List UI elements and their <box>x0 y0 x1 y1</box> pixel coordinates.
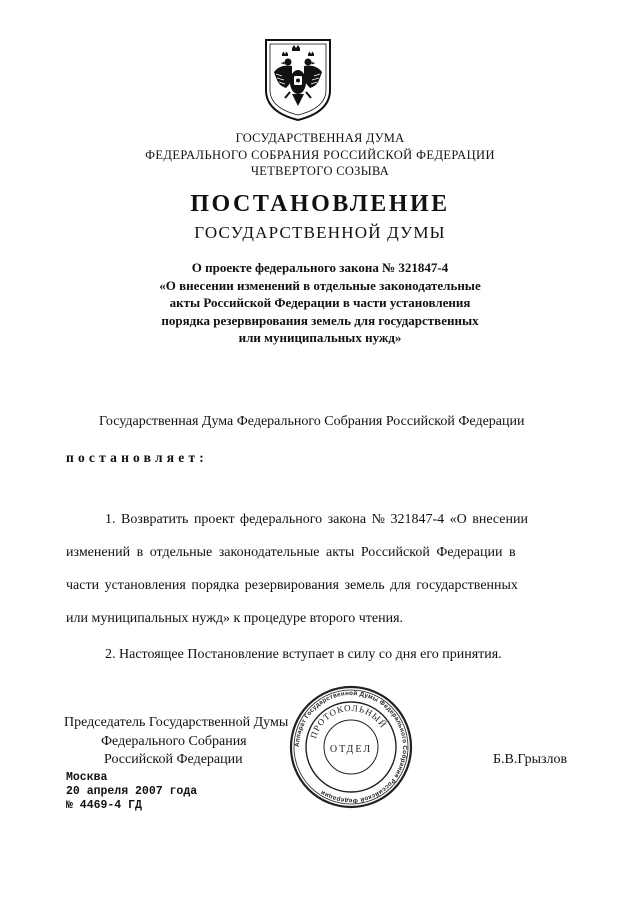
header-line-3: ЧЕТВЕРТОГО СОЗЫВА <box>250 164 390 178</box>
document-city: Москва <box>66 771 108 784</box>
document-title: ПОСТАНОВЛЕНИЕ <box>190 191 450 217</box>
item-1-line: или муниципальных нужд» к процедуре второго чтения. <box>66 611 404 626</box>
signatory-position-line: Председатель Государственной Думы <box>64 715 289 730</box>
document-number: № 4469-4 ГД <box>66 799 142 812</box>
stamp-center-text: ОТДЕЛ <box>329 744 373 755</box>
signatory-name: Б.В.Грызлов <box>493 752 568 767</box>
decree-word: постановляет: <box>66 450 208 465</box>
item-1-line: изменений в отдельные законодательные акты Российской Федерации в <box>66 545 516 560</box>
document-subtitle: ГОСУДАРСТВЕННОЙ ДУМЫ <box>194 223 446 242</box>
stamp-inner-text: ПРОТОКОЛЬНЫЙ <box>308 702 389 740</box>
subject-line: «О внесении изменений в отдельные законодательные <box>159 277 481 293</box>
header-line-1: ГОСУДАРСТВЕННАЯ ДУМА <box>235 131 405 145</box>
header-line-2: ФЕДЕРАЛЬНОГО СОБРАНИЯ РОССИЙСКОЙ ФЕДЕРАЦИИ <box>145 148 495 162</box>
item-2-paragraph: 2. Настоящее Постановление вступает в силу со дня его принятия. <box>105 647 502 662</box>
subject-line: порядка резервирования земель для государственных <box>161 312 479 328</box>
coat-of-arms-icon <box>264 38 332 122</box>
subject-line: О проекте федерального закона № 321847-4 <box>191 260 449 275</box>
subject-line: или муниципальных нужд» <box>238 330 402 345</box>
stamp-ring-text: Аппарат Государственной Думы Федерального Собрания Российской Федерации <box>293 689 409 805</box>
svg-text:ПРОТОКОЛЬНЫЙ <box>308 703 389 740</box>
document-date: 20 апреля 2007 года <box>66 785 198 798</box>
signatory-position-line: Российской Федерации <box>104 752 243 767</box>
document-subject <box>0 259 640 347</box>
signatory-position-line: Федерального Собрания <box>101 734 247 749</box>
intro-paragraph: Государственная Дума Федерального Собрания Российской Федерации <box>99 414 525 429</box>
official-stamp <box>288 684 414 810</box>
item-1-line: 1. Возвратить проект федерального закона № 321847-4 «О внесении <box>105 512 528 527</box>
item-1-line: части установления порядка резервирования земель для государственных <box>66 578 518 593</box>
subject-line: акты Российской Федерации в части установления <box>169 295 471 310</box>
